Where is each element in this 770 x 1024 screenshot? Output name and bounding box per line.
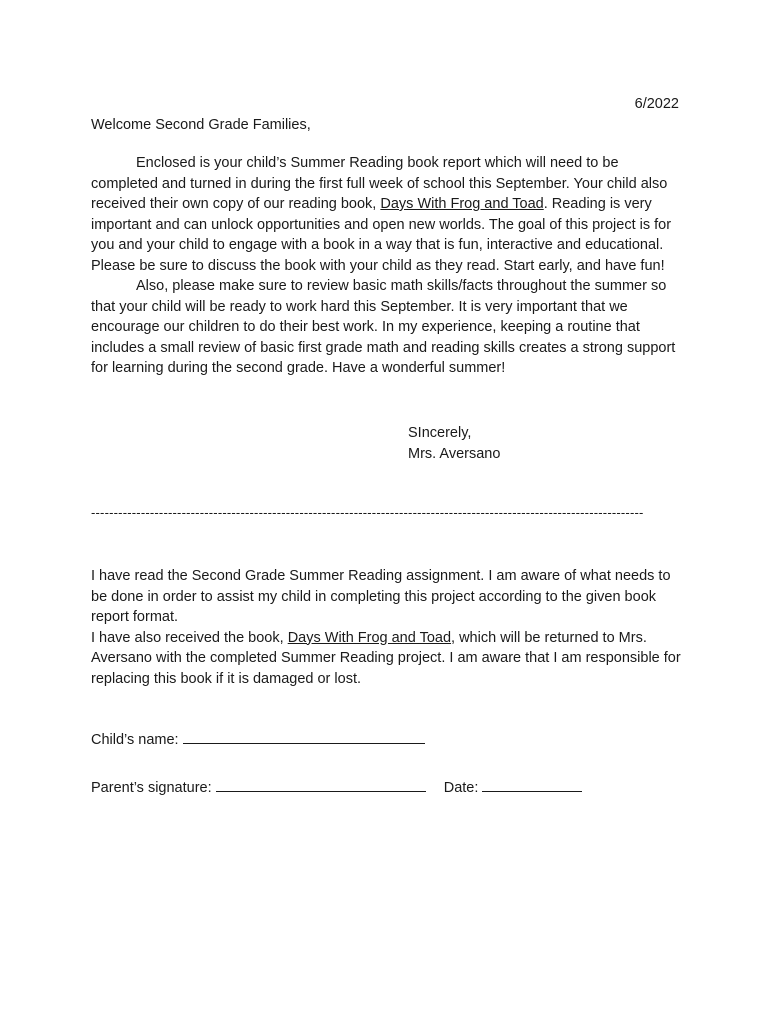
book-title: Days With Frog and Toad (380, 196, 544, 212)
child-name-row (91, 729, 425, 750)
closing (408, 423, 500, 464)
acknowledgement-paragraph-1: I have read the Second Grade Summer Reading assignment. I am aware of what needs to be done in order to assist my child in completing this project according to the given book report format. (91, 568, 671, 625)
acknowledgement-section (91, 566, 681, 689)
child-name-field[interactable] (183, 729, 425, 744)
greeting: Welcome Second Grade Families, (91, 117, 311, 133)
letter-paragraph-2: Also, please make sure to review basic math skills/facts throughout the summer so that your child will be ready to work hard this September. It is very important that we encourage our children to do their best work. In my experience, keeping a routine that includes a small review of basic first grade math and reading skills creates a strong support for learning during the second grade. Have a wonderful summer! (91, 278, 676, 376)
ack-paragraph-2-text-start: I have also received the book, (91, 629, 288, 646)
ack-paragraph-2-text-end: , which will be returned to Mrs. Aversano with the completed Summer Reading project. I am aware that I am responsible for replacing this book if it is damaged or lost. (91, 629, 681, 687)
date-label: Date: (443, 780, 479, 796)
acknowledgement-paragraph-2 (91, 628, 681, 690)
ack-book-title: Days With Frog and Toad (287, 629, 452, 646)
valediction: SIncerely, (408, 425, 472, 441)
letter-paragraph-1 (91, 153, 681, 276)
paragraph-1-text-end: . Reading is very important and can unlock opportunities and open new worlds. The goal of this project is for you and your child to engage with a book in a way that is fun, interactive and educational. Please be sure to discuss the book with your child as they read. Start early, and have fun! (91, 196, 672, 274)
child-name-label: Child’s name: (91, 732, 179, 748)
letter-body (91, 153, 681, 379)
parent-signature-field[interactable] (216, 777, 426, 792)
date-field[interactable] (482, 777, 582, 792)
signature-row (91, 777, 582, 798)
parent-signature-label: Parent’s signature: (91, 780, 212, 796)
paragraph-1-text-start: Enclosed is your child’s Summer Reading book report which will need to be completed and turned in during the first full week of school this September. Your child also received their own copy of our reading book, (91, 155, 668, 212)
cut-line-divider: -------------------------------------------------------------------------------------------------------------------------- (91, 506, 644, 520)
letter-date: 6/2022 (634, 96, 679, 112)
signer-name: Mrs. Aversano (408, 445, 501, 462)
